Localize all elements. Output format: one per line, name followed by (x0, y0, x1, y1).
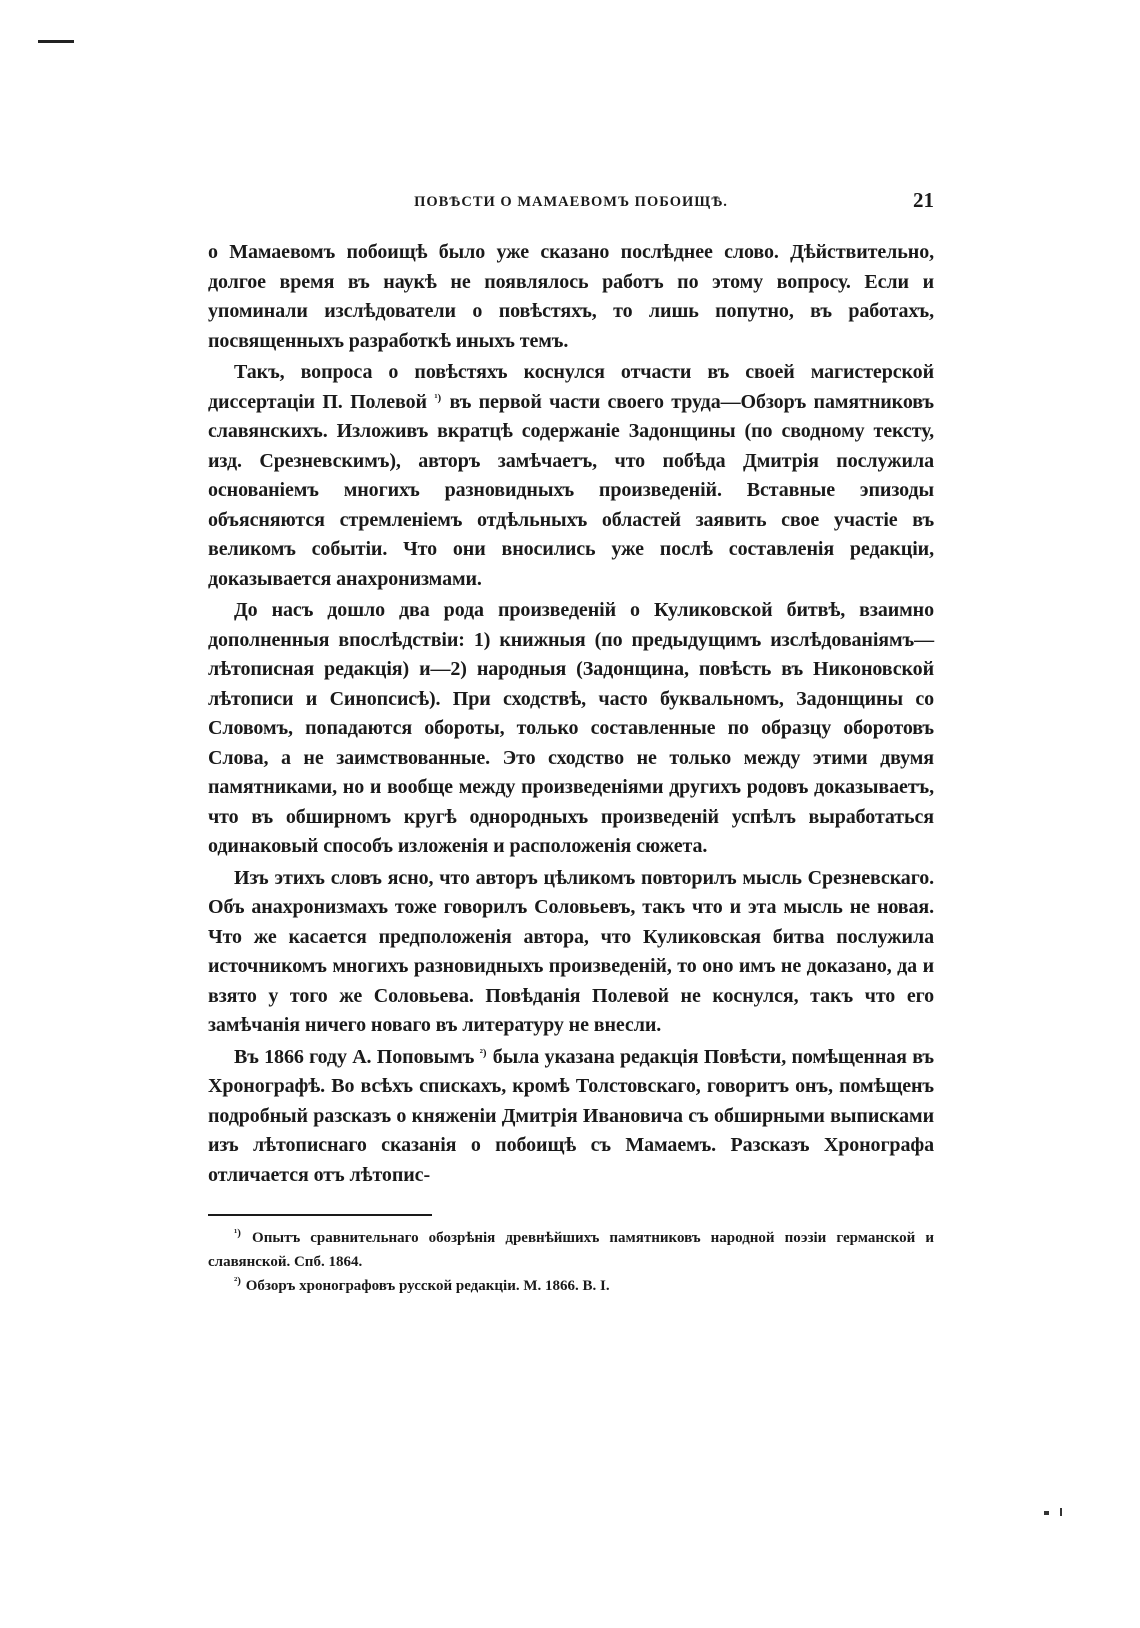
footnote-rule (208, 1214, 432, 1216)
footnotes (208, 1226, 934, 1298)
paragraph-text: До насъ дошло два рода произведеній о Куликовской битвѣ, взаимно дополненныя впослѣдствіи: 1) книжныя (по предыдущимъ изслѣдованіямъ—лѣтописная редакція) и—2) народныя (Задонщина, повѣсть въ Никоновской лѣтописи и Синопсисѣ). При сходствѣ, часто буквальномъ, Задонщины со Словомъ, попадаются обороты, только составленные по образцу оборотовъ Слова, а не заимствованные. Это сходство не только между этими двумя памятниками, но и вообще между произведеніями другихъ родовъ доказываетъ, что въ обширномъ кругѣ однородныхъ произведеній успѣлъ выработаться одинаковый способъ изложенія и расположенія сюжета. (208, 599, 934, 857)
footnote-text: Опытъ сравнительнаго обозрѣнія древнѣйшихъ памятниковъ народной поэзіи германской и славянской. Спб. 1864. (208, 1230, 934, 1270)
scan-speck-marks (1044, 1508, 1066, 1516)
body-text (208, 238, 934, 1190)
footnote-ref: ²) (479, 1047, 487, 1060)
footnote (208, 1226, 934, 1274)
page-number: 21 (913, 188, 934, 212)
paragraph (208, 596, 934, 862)
paragraph-text: Такъ, вопроса о повѣстяхъ коснулся отчасти въ своей магистерской диссертаціи П. Полевой (208, 361, 934, 413)
paragraph (208, 358, 934, 594)
paragraph-text: Изъ этихъ словъ ясно, что авторъ цѣликомъ повторилъ мысль Срезневскаго. Объ анахронизмахъ тоже говорилъ Соловьевъ, такъ что и эта мысль не новая. Что же касается предположенія автора, что Куликовская битва послужила источникомъ многихъ разновидныхъ произведеній, то оно имъ не доказано, да и взято у того же Соловьева. Повѣданія Полевой не коснулся, такъ что его замѣчанія ничего новаго въ литературу не внесли. (208, 866, 934, 1036)
footnote-mark: ²) (234, 1274, 241, 1287)
footnote (208, 1274, 934, 1298)
running-head (208, 188, 934, 222)
footnote-text: Обзоръ хронографовъ русской редакціи. М. 1866. В. I. (241, 1278, 610, 1294)
footnote-ref: ¹) (434, 392, 442, 405)
book-page (208, 188, 934, 1298)
paragraph-text: въ первой части своего труда—Обзоръ памятниковъ славянскихъ. Изложивъ вкратцѣ содержаніе Задонщины (по сводному тексту, изд. Срезневскимъ), авторъ замѣчаетъ, что побѣда Дмитрія послужила основаніемъ многихъ разновидныхъ произведеній. Вставные эпизоды объясняются стремленіемъ отдѣльныхъ областей заявить свое участіе въ великомъ событіи. Что они вносились уже послѣ составленія редакціи, доказывается анахронизмами. (208, 390, 934, 590)
paragraph (208, 238, 934, 356)
running-title: ПОВѢСТИ О МАМАЕВОМЪ ПОБОИЩѢ. (414, 194, 728, 210)
scan-edge-mark (38, 40, 74, 43)
paragraph-text: о Мамаевомъ побоищѣ было уже сказано послѣднее слово. Дѣйствительно, долгое время въ наукѣ не появлялось работъ по этому вопросу. Если и упоминали изслѣдователи о повѣстяхъ, то лишь попутно, въ работахъ, посвященныхъ разработкѣ иныхъ темъ. (208, 241, 934, 352)
footnote-mark: ¹) (234, 1226, 241, 1239)
paragraph (208, 864, 934, 1041)
paragraph (208, 1043, 934, 1191)
paragraph-text: Въ 1866 году А. Поповымъ (234, 1045, 480, 1068)
paragraph-text: была указана редакція Повѣсти, помѣщенная въ Хронографѣ. Во всѣхъ спискахъ, кромѣ Толстовскаго, говоритъ онъ, помѣщенъ подробный разсказъ о княженіи Дмитрія Ивановича съ обширными выписками изъ лѣтописнаго сказанія о побоищѣ съ Мамаемъ. Разсказъ Хронографа отличается отъ лѣтопис- (208, 1045, 934, 1186)
